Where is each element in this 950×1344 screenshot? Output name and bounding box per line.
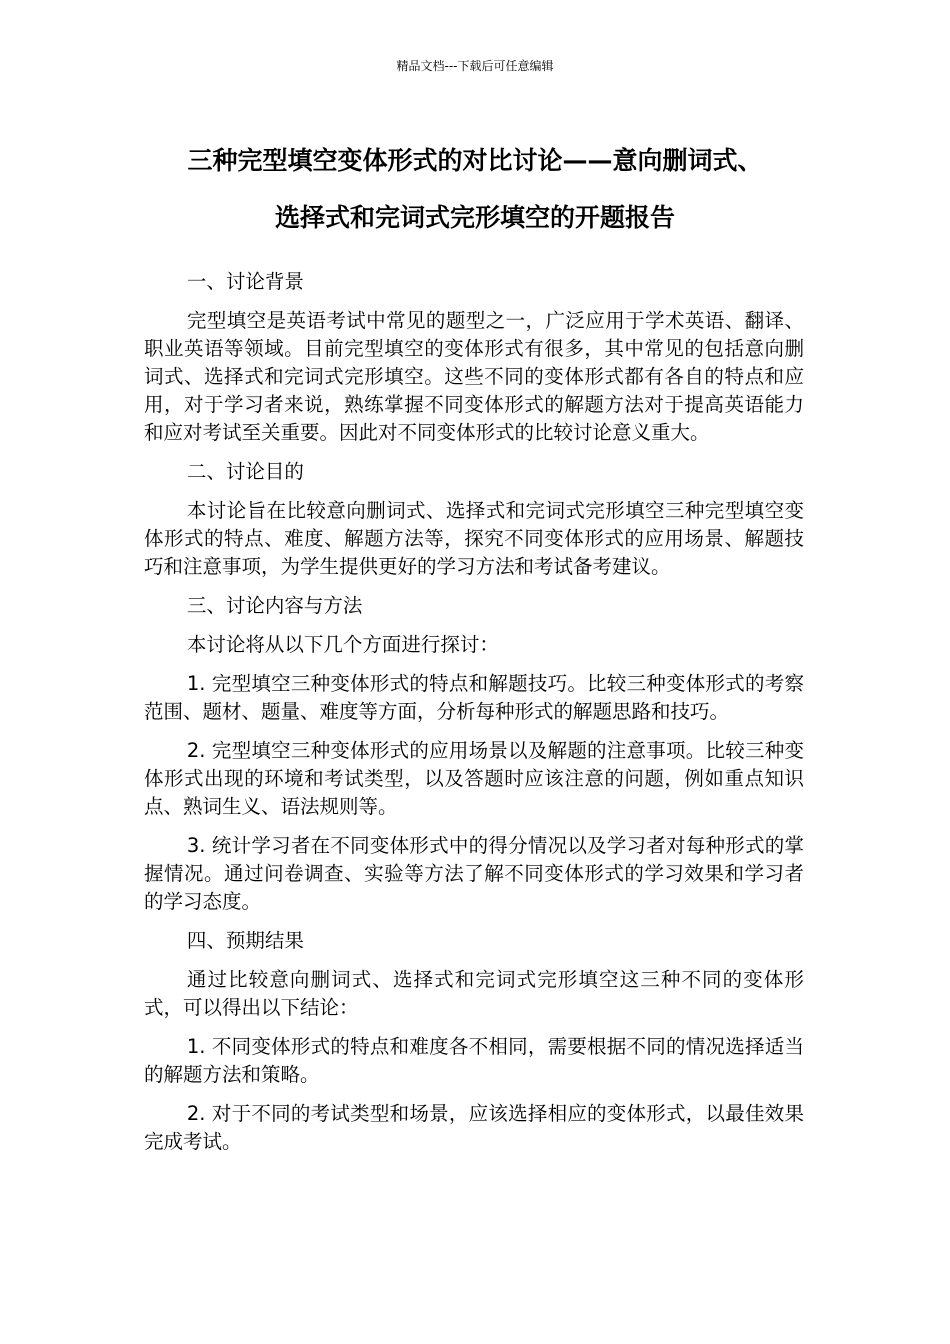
section-heading-content-method: 三、讨论内容与方法 [186,594,363,617]
section-heading-expected-results: 四、预期结果 [186,929,304,952]
title-line-1: 三种完型填空变体形式的对比讨论——意向删词式、 [187,146,763,175]
paragraph-purpose: 本讨论旨在比较意向删词式、选择式和完词式完形填空三种完型填空变体形式的特点、难度、解题方法等，探究不同变体形式的应用场景、解题技巧和注意事项，为学生提供更好的学习方法和考试备考建议。 [144,499,804,578]
section-heading-background: 一、讨论背景 [186,270,304,293]
document-body [144,268,804,1167]
paragraph-background: 完型填空是英语考试中常见的题型之一，广泛应用于学术英语、翻译、职业英语等领域。目前完型填空的变体形式有很多，其中常见的包括意向删词式、选择式和完词式完形填空。这些不同的变体形式都有各自的特点和应用，对于学习者来说，熟练掌握不同变体形式的解题方法对于提高英语能力和应对考试至关重要。因此对不同变体形式的比较讨论意义重大。 [144,309,804,444]
paragraph-content-item-2: 2. 完型填空三种变体形式的应用场景以及解题的注意事项。比较三种变体形式出现的环境和考试类型，以及答题时应该注意的问题，例如重点知识点、熟词生义、语法规则等。 [144,739,804,818]
paragraph-content-item-1: 1. 完型填空三种变体形式的特点和解题技巧。比较三种变体形式的考察范围、题材、题量、难度等方面，分析每种形式的解题思路和技巧。 [144,672,804,723]
paragraph-results-intro: 通过比较意向删词式、选择式和完词式完形填空这三种不同的变体形式，可以得出以下结论： [144,968,804,1019]
paragraph-content-intro: 本讨论将从以下几个方面进行探讨： [186,633,499,656]
paragraph-results-item-2: 2. 对于不同的考试类型和场景，应该选择相应的变体形式，以最佳效果完成考试。 [144,1102,804,1153]
header-note: 精品文档---下载后可任意编辑 [396,59,554,73]
paragraph-content-item-3: 3. 统计学习者在不同变体形式中的得分情况以及学习者对每种形式的掌握情况。通过问卷调查、实验等方法了解不同变体形式的学习效果和学习者的学习态度。 [144,834,804,913]
title-line-2: 选择式和完词式完形填空的开题报告 [274,203,675,232]
paragraph-results-item-1: 1. 不同变体形式的特点和难度各不相同，需要根据不同的情况选择适当的解题方法和策略。 [144,1035,804,1086]
section-heading-purpose: 二、讨论目的 [186,460,304,483]
document-title [120,132,830,246]
